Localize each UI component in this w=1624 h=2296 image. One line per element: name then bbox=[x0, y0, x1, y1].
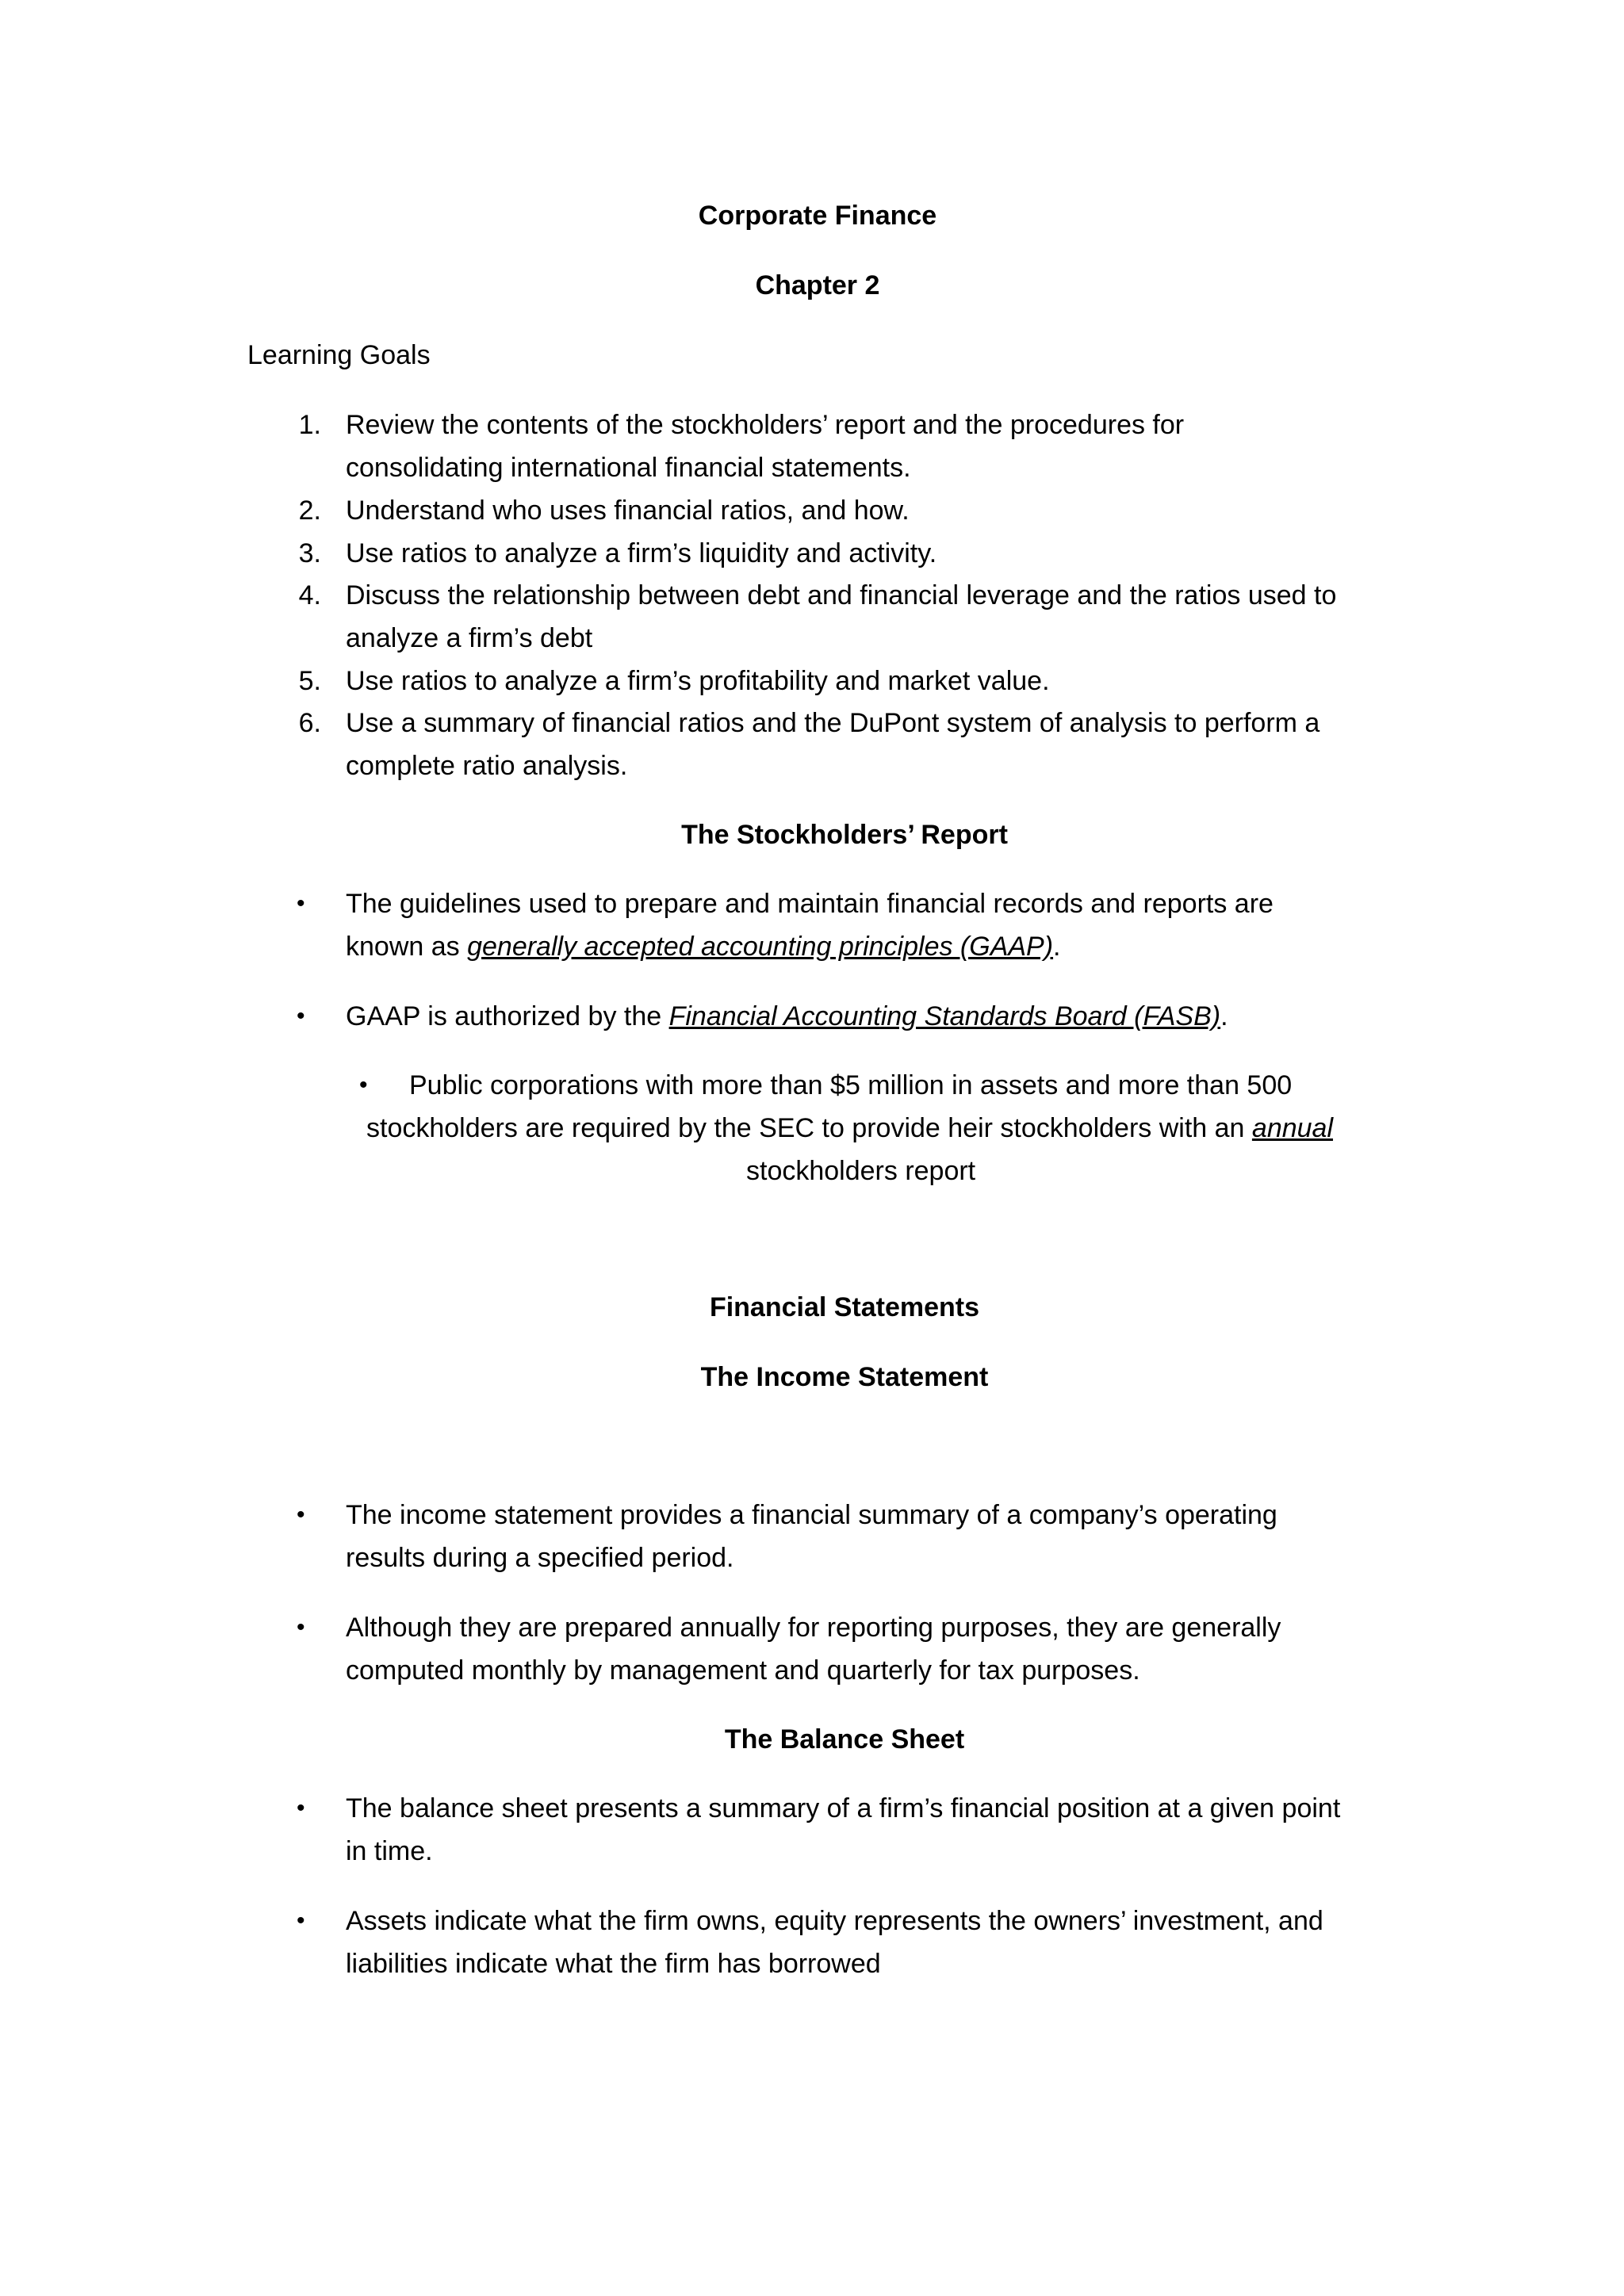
gaap-bullet-prefix: known as bbox=[346, 932, 468, 962]
goal-3-number: 3. bbox=[298, 538, 321, 568]
goal-1-number: 1. bbox=[298, 410, 321, 440]
income-bullet-1-line-2: results during a specified period. bbox=[346, 1543, 734, 1573]
fasb-bullet-line bbox=[346, 999, 1228, 1034]
goal-1-line-1: Review the contents of the stockholders’ report and the procedures for bbox=[346, 410, 1185, 440]
bullet: • bbox=[297, 1614, 305, 1640]
goal-6-line-1: Use a summary of financial ratios and the DuPont system of analysis to perform a bbox=[346, 708, 1320, 738]
bullet: • bbox=[297, 1795, 305, 1821]
sec-sub-bullet-line-2 bbox=[366, 1111, 1333, 1146]
income-bullet-2-line-1: Although they are prepared annually for reporting purposes, they are generally bbox=[346, 1613, 1281, 1643]
goal-4-line-1: Discuss the relationship between debt and financial leverage and the ratios used to bbox=[346, 580, 1337, 610]
goal-2-number: 2. bbox=[298, 496, 321, 526]
balance-bullet-1-line-1: The balance sheet presents a summary of a firm’s financial position at a given point bbox=[346, 1793, 1341, 1823]
financial-statements-heading: Financial Statements bbox=[709, 1292, 980, 1322]
goal-5-number: 5. bbox=[298, 666, 321, 696]
sub-bullet: • bbox=[359, 1072, 368, 1098]
balance-sheet-heading: The Balance Sheet bbox=[724, 1724, 965, 1755]
goal-3-line-1: Use ratios to analyze a firm’s liquidity and activity. bbox=[346, 538, 937, 568]
goal-6-line-2: complete ratio analysis. bbox=[346, 751, 628, 781]
balance-bullet-2-line-1: Assets indicate what the firm owns, equity represents the owners’ investment, and bbox=[346, 1906, 1323, 1936]
fasb-bullet-prefix: GAAP is authorized by the bbox=[346, 1001, 669, 1031]
gaap-term: generally accepted accounting principles (GAAP) bbox=[467, 932, 1054, 962]
fasb-bullet-suffix: . bbox=[1220, 1001, 1228, 1031]
balance-bullet-2-line-2: liabilities indicate what the firm has borrowed bbox=[346, 1949, 881, 1979]
learning-goals-label: Learning Goals bbox=[247, 340, 431, 370]
income-statement-heading: The Income Statement bbox=[700, 1362, 989, 1392]
gaap-bullet-line-2 bbox=[346, 929, 1061, 964]
stockholders-report-heading: The Stockholders’ Report bbox=[681, 820, 1008, 850]
bullet: • bbox=[297, 890, 305, 916]
goal-5-line-1: Use ratios to analyze a firm’s profitability and market value. bbox=[346, 666, 1050, 696]
annual-term: annual bbox=[1251, 1113, 1334, 1143]
document-title: Corporate Finance bbox=[698, 201, 937, 231]
goal-4-line-2: analyze a firm’s debt bbox=[346, 623, 593, 653]
goal-1-line-2: consolidating international financial statements. bbox=[346, 453, 911, 483]
bullet: • bbox=[297, 1908, 305, 1934]
gaap-bullet-suffix: . bbox=[1053, 932, 1061, 962]
sec-sub-bullet-line-3: stockholders report bbox=[746, 1156, 976, 1186]
sec-sub-bullet-prefix: stockholders are required by the SEC to provide heir stockholders with an bbox=[366, 1113, 1252, 1143]
chapter-heading: Chapter 2 bbox=[755, 270, 880, 300]
income-bullet-2-line-2: computed monthly by management and quarterly for tax purposes. bbox=[346, 1655, 1140, 1686]
bullet: • bbox=[297, 1003, 305, 1029]
income-bullet-1-line-1: The income statement provides a financial summary of a company’s operating bbox=[346, 1500, 1277, 1530]
balance-bullet-1-line-2: in time. bbox=[346, 1836, 433, 1866]
goal-6-number: 6. bbox=[298, 708, 321, 738]
fasb-term: Financial Accounting Standards Board (FASB) bbox=[668, 1001, 1221, 1031]
goal-2-line-1: Understand who uses financial ratios, and how. bbox=[346, 496, 910, 526]
bullet: • bbox=[297, 1502, 305, 1528]
sec-sub-bullet-line-1: Public corporations with more than $5 million in assets and more than 500 bbox=[409, 1070, 1293, 1100]
gaap-bullet-line-1: The guidelines used to prepare and maintain financial records and reports are bbox=[346, 889, 1274, 919]
goal-4-number: 4. bbox=[298, 580, 321, 610]
